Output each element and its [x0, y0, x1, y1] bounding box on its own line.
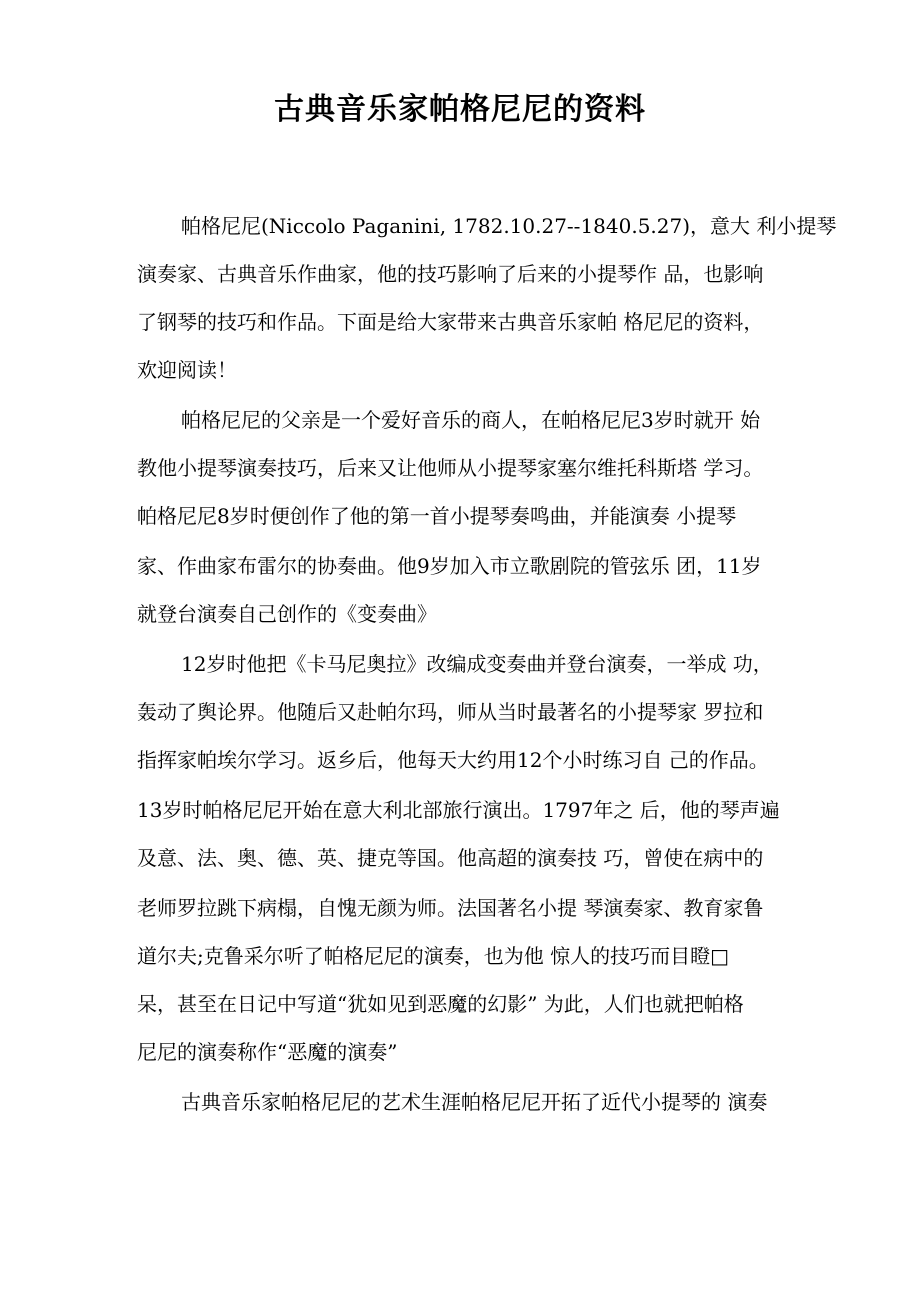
paragraph-2-line-3: 帕格尼尼8岁时便创作了他的第一首小提琴奏鸣曲，并能演奏 小提琴: [137, 504, 737, 528]
paragraph-3-line-1: 12岁时他把《卡马尼奥拉》改编成变奏曲并登台演奏，一举成 功，: [181, 652, 773, 676]
paragraph-1-line-4: 欢迎阅读！: [137, 358, 237, 382]
document-title: 古典音乐家帕格尼尼的资料: [274, 92, 646, 127]
paragraph-3-line-8: 呆，甚至在日记中写道“犹如见到恶魔的幻影” 为此，人们也就把帕格: [137, 992, 744, 1016]
paragraph-1-line-3: 了钢琴的技巧和作品。下面是给大家带来古典音乐家帕 格尼尼的资料，: [137, 310, 764, 334]
paragraph-2-line-4: 家、作曲家布雷尔的协奏曲。他9岁加入市立歌剧院的管弦乐 团，11岁: [137, 554, 762, 578]
paragraph-2-line-5: 就登台演奏自己创作的《变奏曲》: [137, 602, 437, 626]
paragraph-4-line-1: 古典音乐家帕格尼尼的艺术生涯帕格尼尼开拓了近代小提琴的 演奏: [181, 1090, 768, 1114]
paragraph-2-line-2: 教他小提琴演奏技巧，后来又让他师从小提琴家塞尔维托科斯塔 学习。: [137, 456, 764, 480]
paragraph-3-line-5: 及意、法、奥、德、英、捷克等国。他高超的演奏技 巧，曾使在病中的: [137, 846, 764, 870]
paragraph-3-line-6: 老师罗拉跳下病榻，自愧无颜为师。法国著名小提 琴演奏家、教育家鲁: [137, 896, 764, 920]
paragraph-1-line-2: 演奏家、古典音乐作曲家，他的技巧影响了后来的小提琴作 品，也影响: [137, 262, 764, 286]
paragraph-3-line-3: 指挥家帕埃尔学习。返乡后，他每天大约用12个小时练习自 己的作品。: [137, 748, 769, 772]
paragraph-3-line-2: 轰动了舆论界。他随后又赴帕尔玛，师从当时最著名的小提琴家 罗拉和: [137, 700, 764, 724]
paragraph-3-line-4: 13岁时帕格尼尼开始在意大利北部旅行演出。1797年之 后，他的琴声遍: [137, 798, 780, 822]
paragraph-2-line-1: 帕格尼尼的父亲是一个爱好音乐的商人，在帕格尼尼3岁时就开 始: [181, 408, 761, 432]
paragraph-3-line-9: 尼尼的演奏称作“恶魔的演奏”: [137, 1040, 398, 1064]
paragraph-1-line-1: 帕格尼尼(Niccolo Paganini, 1782.10.27--1840.5.27)，意大 利小提琴: [181, 214, 837, 238]
paragraph-3-line-7: 道尔夫;克鲁采尔听了帕格尼尼的演奏，也为他 惊人的技巧而目瞪□: [137, 944, 729, 968]
